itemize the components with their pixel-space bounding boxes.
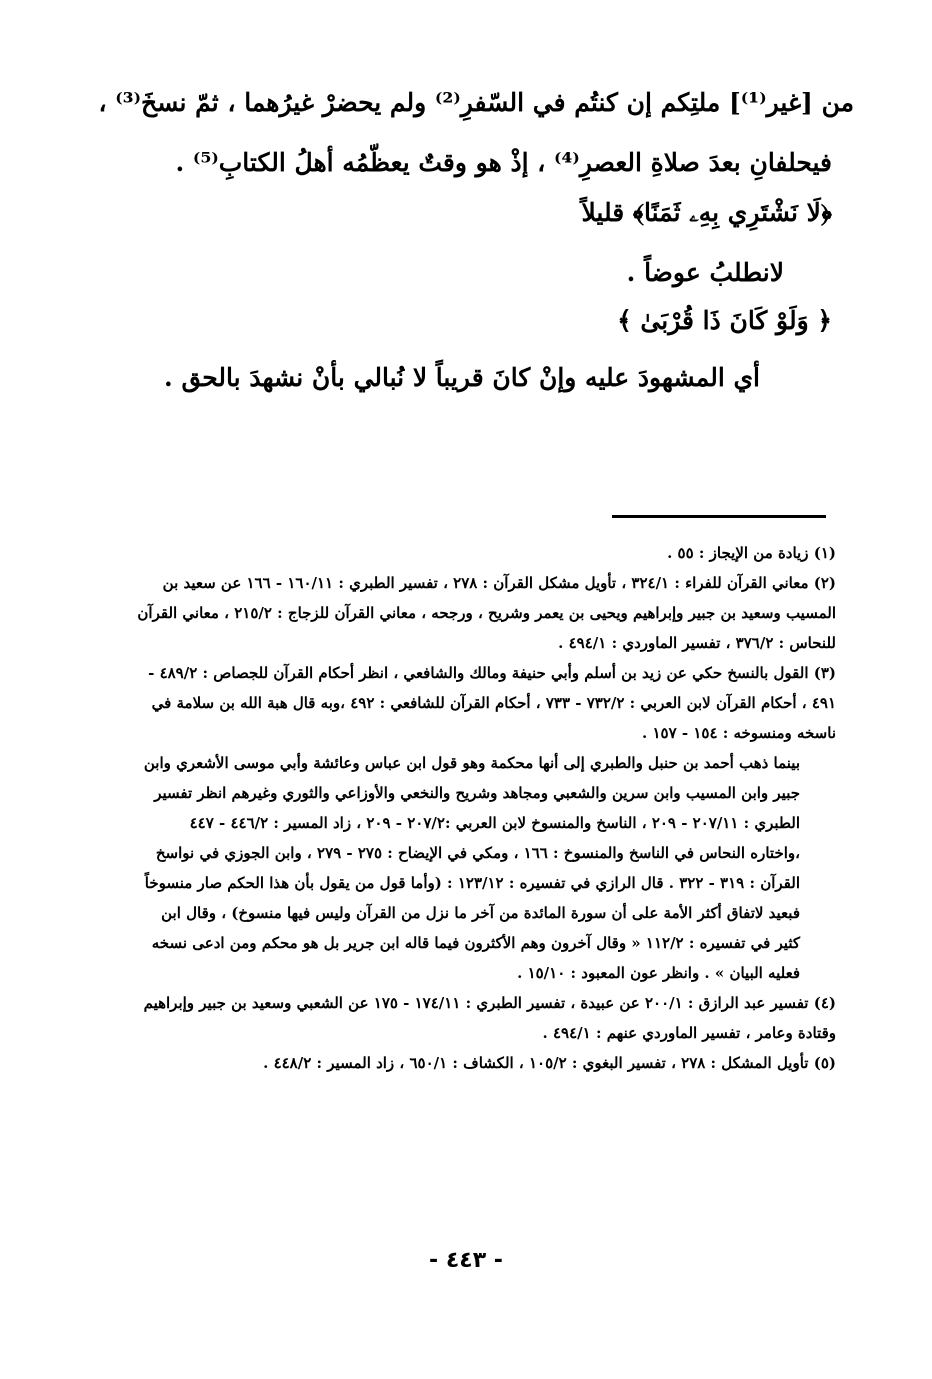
text-line: فيحلفانِ بعدَ صلاةِ العصرِ⁽⁴⁾ ، إذْ هو وقتٌ يعظّمُه أهلُ الكتابِ⁽⁵⁾ . [175, 148, 832, 177]
footnote-number: (٢) [813, 574, 836, 592]
footnote-text: بينما ذهب أحمد بن حنبل والطبري إلى أنها محكمة وهو قول ابن عباس وعائشة وأبي موسى الأشعري وابن جبير وابن المسيب وابن سرين والشعبي ومجاهد وشريح والنخعي والأوزاعي والثوري وغيرهم انظر تفسير الطبري : ٢٠٧/١١ - ٢٠٩ ، الناسخ والمنسوخ لابن العربي :٢٠٧/٢ - ٢٠٩ ، زاد المسير : ٤٤٦/٢ - ٤٤٧ ،واختاره النحاس في الناسخ والمنسوخ : ١٦٦ ، ومكي في الإيضاح : ٢٧٥ - ٢٧٩ ، وابن الجوزي في نواسخ القرآن : ٣١٩ - ٣٢٢ . قال الرازي في تفسيره : ١٢٣/١٢ : (وأما قول من يقول بأن هذا الحكم صار منسوخاً فبعيد لاتفاق أكثر الأمة على أن سورة المائدة من آخر ما نزل من القرآن وليس فيها منسوخ) ، وقال ابن كثير في تفسيره : ١١٢/٢ « وقال آخرون وهم الأكثرون فيما قاله ابن جرير بل هو محكم ومن ادعى نسخه فعليه البيان » . وانظر عون المعبود : ١٥/١٠ . [143, 754, 800, 982]
footnote-5 [136, 1048, 836, 1078]
footnote-text: زيادة من الإيجاز : ٥٥ . [667, 544, 809, 562]
footnote-text: تأويل المشكل : ٢٧٨ ، تفسير البغوي : ١٠٥/٢ ، الكشاف : ٦٥٠/١ ، زاد المسير : ٤٤٨/٢ . [263, 1054, 809, 1072]
footnote-separator [612, 515, 826, 518]
text-line: أي المشهودَ عليه وإنْ كانَ قريباً لا نُبالي بأنْ نشهدَ بالحق . [164, 363, 760, 392]
footnote-text: القول بالنسخ حكي عن زيد بن أسلم وأبي حنيفة ومالك والشافعي ، انظر أحكام القرآن للجصاص : ٤٨٩/٢ - ٤٩١ ، أحكام القرآن لابن العربي : ٧٣٢/٢ - ٧٣٣ ، أحكام القرآن للشافعي : ٤٩٢ ،وبه قال هبة الله بن سلامة في ناسخه ومنسوخه : ١٥٤ - ١٥٧ . [148, 664, 836, 742]
footnote-4 [136, 988, 836, 1048]
page-number: - ٤٤٣ - [429, 1248, 503, 1273]
footnote-number: (٥) [813, 1054, 836, 1072]
text-line: من [غير⁽¹⁾] ملتِكم إن كنتُم في السّفرِ⁽²⁾ ولم يحضرْ غيرُهما ، ثمّ نسخَ⁽³⁾ ، [98, 88, 854, 117]
text-line: لانطلبُ عوضاً . [626, 258, 784, 287]
footnote-number: (٣) [813, 664, 836, 682]
footnote-3-continuation [136, 748, 836, 988]
footnote-text: تفسير عبد الرازق : ٢٠٠/١ عن عبيدة ، تفسير الطبري : ١٧٤/١١ - ١٧٥ عن الشعبي وسعيد بن جبير وإبراهيم وقتادة وعامر ، تفسير الماوردي عنهم : ٤٩٤/١ . [143, 994, 836, 1042]
footnotes [136, 538, 836, 1078]
footnote-number: (٤) [813, 994, 836, 1012]
footnote-number: (١) [813, 544, 836, 562]
footnote-3 [136, 658, 836, 748]
footnote-1 [136, 538, 836, 568]
footnote-2 [136, 568, 836, 658]
footnote-text: معاني القرآن للفراء : ٣٢٤/١ ، تأويل مشكل القرآن : ٢٧٨ ، تفسير الطبري : ١٦٠/١١ - ١٦٦ عن سعيد بن المسيب وسعيد بن جبير وإبراهيم ويحيى بن يعمر وشريح ، ورجحه ، معاني القرآن للزجاج : ٢١٥/٢ ، معاني القرآن للنحاس : ٣٧٦/٢ ، تفسير الماوردي : ٤٩٤/١ . [137, 574, 836, 652]
quran-verse-line: ﴿لَا نَشْتَرِي بِهِۦ ثَمَنًا﴾ قليلاً [581, 198, 832, 227]
quran-verse-line: ﴿ وَلَوْ كَانَ ذَا قُرْبَىٰ ﴾ [617, 306, 832, 335]
